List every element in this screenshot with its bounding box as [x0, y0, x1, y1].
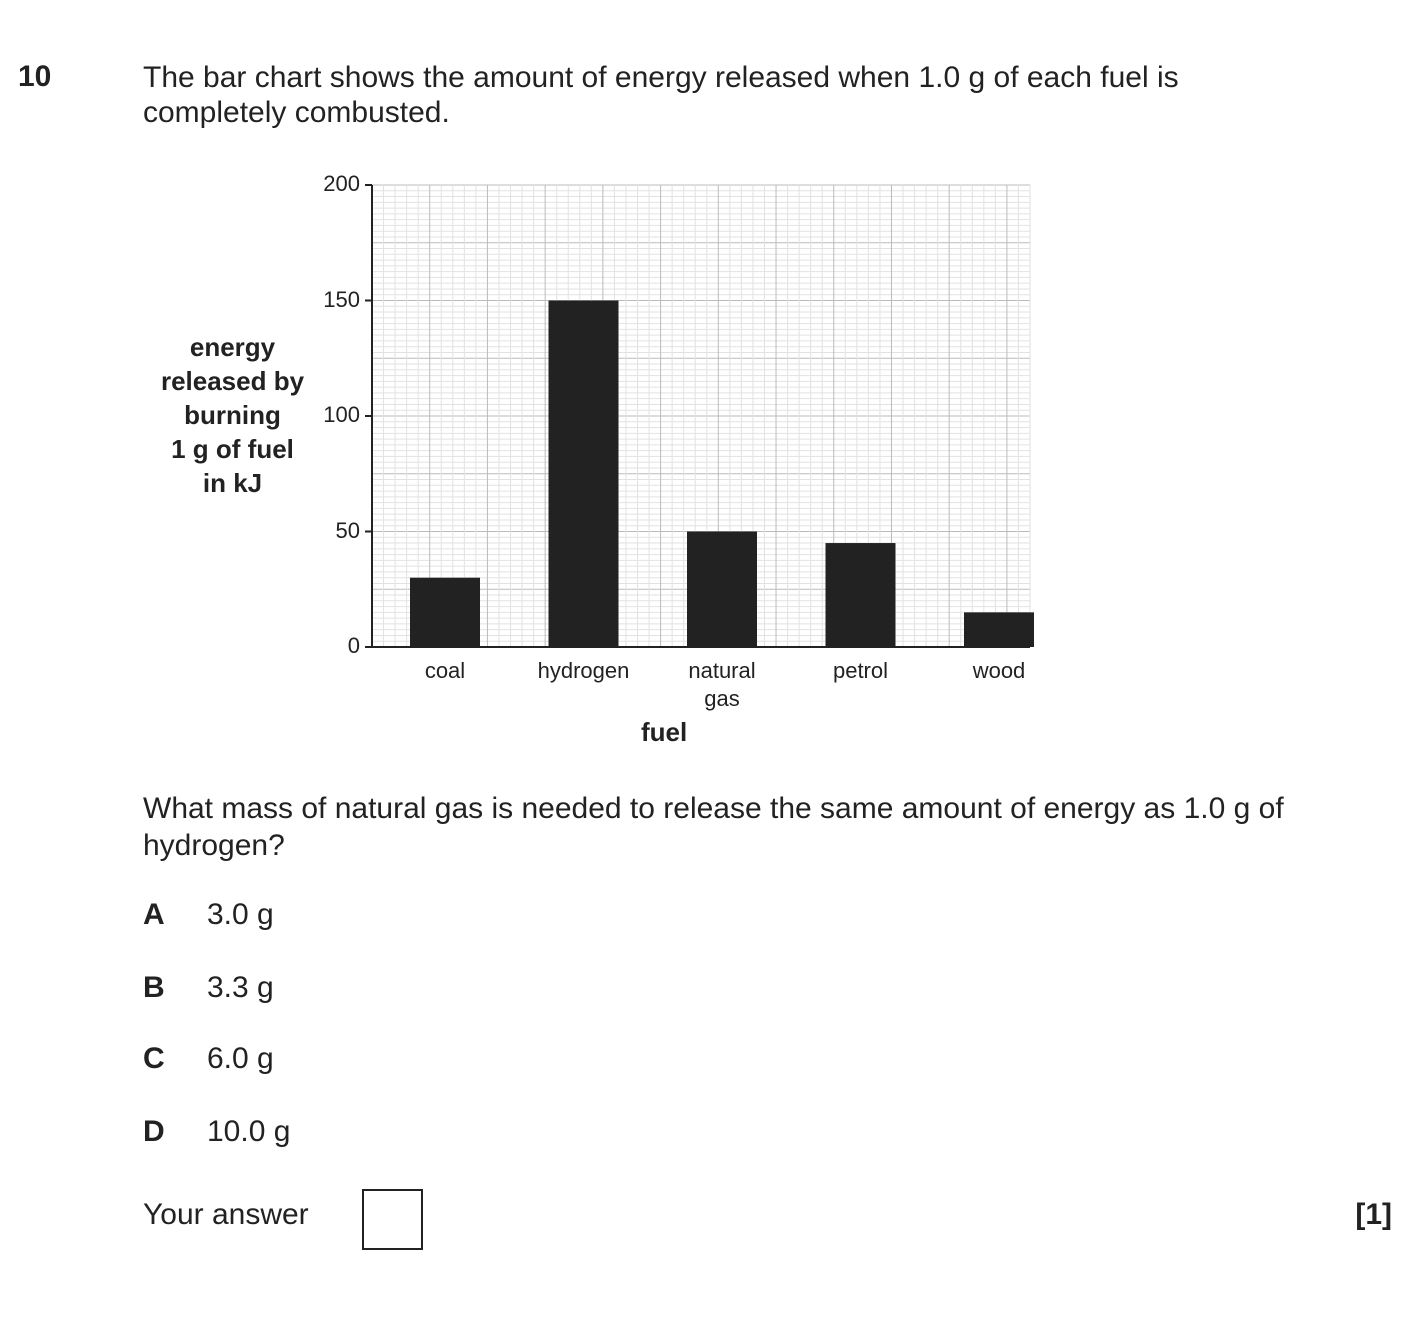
question-number: 10	[18, 60, 52, 93]
bar-chart	[300, 170, 1060, 760]
option-text: 10.0 g	[207, 1115, 291, 1148]
x-tick-label: petrol	[832, 658, 889, 683]
y-tick-label: 100	[323, 402, 360, 427]
marks: [1]	[1355, 1198, 1392, 1231]
bar-wood	[964, 612, 1034, 647]
x-tick-label: coal	[424, 658, 466, 683]
bar-natural-gas	[687, 532, 757, 648]
bar-petrol	[826, 543, 896, 647]
answer-label: Your answer	[143, 1198, 309, 1231]
bar-coal	[410, 578, 480, 647]
option-letter: C	[143, 1042, 165, 1075]
answer-box[interactable]	[362, 1189, 423, 1250]
y-tick-label: 150	[323, 286, 360, 312]
question-stem: The bar chart shows the amount of energy released when 1.0 g of each fuel is completely combusted.	[143, 61, 1179, 129]
y-axis-label: energy released by burning 1 g of fuel in kJ	[160, 332, 305, 498]
option-d	[143, 1115, 290, 1149]
y-tick-label: 200	[323, 171, 360, 196]
option-a	[143, 898, 274, 932]
y-tick-label: 0	[347, 633, 360, 658]
option-c	[143, 1042, 274, 1076]
option-letter: D	[143, 1115, 165, 1148]
x-tick-label: hydrogen	[537, 658, 630, 683]
option-text: 6.0 g	[207, 1042, 274, 1075]
x-axis-title: fuel	[641, 717, 688, 747]
option-text: 3.0 g	[207, 898, 274, 931]
x-tick-label: wood	[972, 658, 1026, 683]
y-tick-label: 50	[335, 517, 360, 543]
option-letter: B	[143, 971, 165, 1004]
option-b	[143, 971, 274, 1005]
bar-hydrogen	[549, 301, 619, 648]
x-tick-label: natural gas	[688, 658, 756, 711]
option-letter: A	[143, 898, 165, 931]
option-text: 3.3 g	[207, 971, 274, 1004]
question-prompt: What mass of natural gas is needed to release the same amount of energy as 1.0 g of hydrogen?	[143, 792, 1284, 862]
